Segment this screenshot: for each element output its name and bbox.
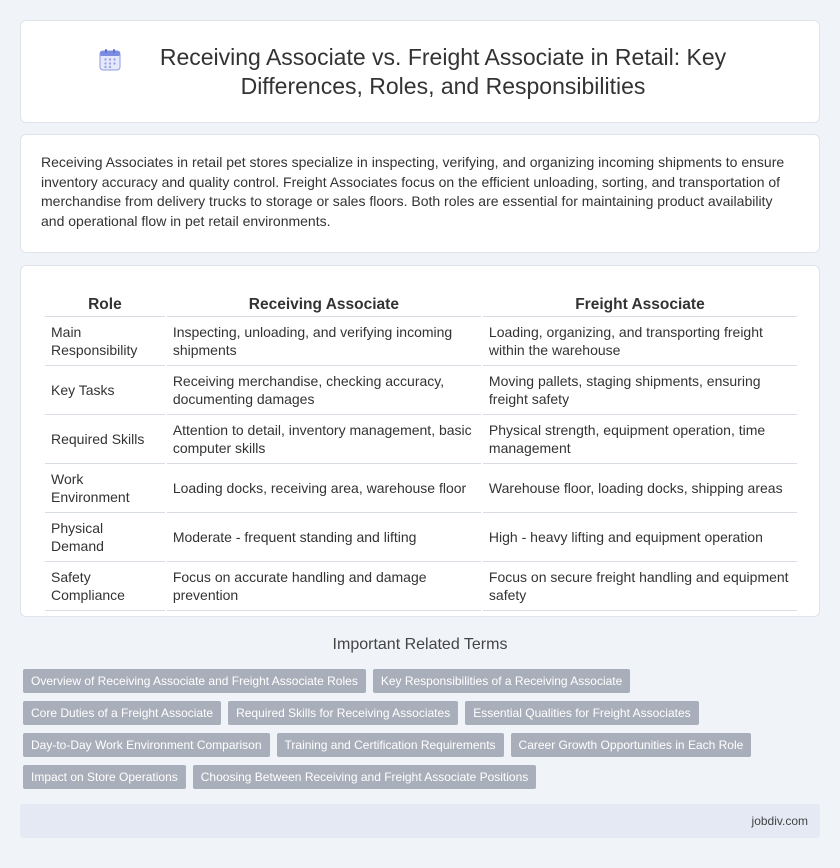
- table-row: [45, 562, 797, 611]
- row-role-cell: Work Environment: [45, 464, 165, 513]
- related-terms-list: [23, 669, 823, 797]
- related-term-tag[interactable]: Core Duties of a Freight Associate: [23, 701, 221, 725]
- row-role-cell: Main Responsibility: [45, 317, 165, 366]
- comparison-table: [43, 290, 799, 611]
- related-term-tag[interactable]: Key Responsibilities of a Receiving Associate: [373, 669, 630, 693]
- table-row: [45, 464, 797, 513]
- row-receiving-cell: Attention to detail, inventory management, basic computer skills: [167, 415, 481, 464]
- related-term-tag[interactable]: Overview of Receiving Associate and Freight Associate Roles: [23, 669, 366, 693]
- related-term-tag[interactable]: Career Growth Opportunities in Each Role: [511, 733, 752, 757]
- related-term-tag[interactable]: Essential Qualities for Freight Associates: [465, 701, 698, 725]
- related-term-tag[interactable]: Impact on Store Operations: [23, 765, 186, 789]
- comparison-table-card: [20, 265, 820, 617]
- intro-text: Receiving Associates in retail pet stores specialize in inspecting, verifying, and organizing incoming shipments to ensure inventory accuracy and quality control. Freight Associates focus on the efficient unloading, sorting, and transportation of merchandise from delivery trucks to storage or sales floors. Both roles are essential for maintaining product availability and operational flow in pet retail environments.: [41, 154, 785, 229]
- calendar-icon: [97, 47, 123, 73]
- column-header-role: Role: [45, 290, 165, 317]
- intro-card: [20, 134, 820, 253]
- row-freight-cell: Warehouse floor, loading docks, shipping areas: [483, 464, 797, 513]
- column-header-receiving: Receiving Associate: [167, 290, 481, 317]
- row-receiving-cell: Focus on accurate handling and damage prevention: [167, 562, 481, 611]
- row-receiving-cell: Loading docks, receiving area, warehouse floor: [167, 464, 481, 513]
- row-freight-cell: Focus on secure freight handling and equipment safety: [483, 562, 797, 611]
- row-role-cell: Required Skills: [45, 415, 165, 464]
- related-terms-title: Important Related Terms: [332, 636, 508, 653]
- table-row: [45, 513, 797, 562]
- related-term-tag[interactable]: Day-to-Day Work Environment Comparison: [23, 733, 270, 757]
- column-header-freight: Freight Associate: [483, 290, 797, 317]
- table-row: [45, 317, 797, 366]
- table-row: [45, 366, 797, 415]
- row-receiving-cell: Moderate - frequent standing and lifting: [167, 513, 481, 562]
- table-header-row: [45, 290, 797, 317]
- footer: [20, 804, 820, 838]
- header-card: [20, 20, 820, 123]
- row-role-cell: Key Tasks: [45, 366, 165, 415]
- footer-site-link[interactable]: jobdiv.com: [751, 814, 808, 828]
- row-freight-cell: Loading, organizing, and transporting freight within the warehouse: [483, 317, 797, 366]
- related-term-tag[interactable]: Choosing Between Receiving and Freight Associate Positions: [193, 765, 537, 789]
- related-term-tag[interactable]: Training and Certification Requirements: [277, 733, 504, 757]
- row-receiving-cell: Receiving merchandise, checking accuracy, documenting damages: [167, 366, 481, 415]
- row-role-cell: Safety Compliance: [45, 562, 165, 611]
- related-term-tag[interactable]: Required Skills for Receiving Associates: [228, 701, 458, 725]
- table-row: [45, 415, 797, 464]
- row-freight-cell: Physical strength, equipment operation, time management: [483, 415, 797, 464]
- row-freight-cell: Moving pallets, staging shipments, ensuring freight safety: [483, 366, 797, 415]
- row-freight-cell: High - heavy lifting and equipment operation: [483, 513, 797, 562]
- row-role-cell: Physical Demand: [45, 513, 165, 562]
- row-receiving-cell: Inspecting, unloading, and verifying incoming shipments: [167, 317, 481, 366]
- page-title: Receiving Associate vs. Freight Associate in Retail: Key Differences, Roles, and Responsibilities: [159, 43, 727, 99]
